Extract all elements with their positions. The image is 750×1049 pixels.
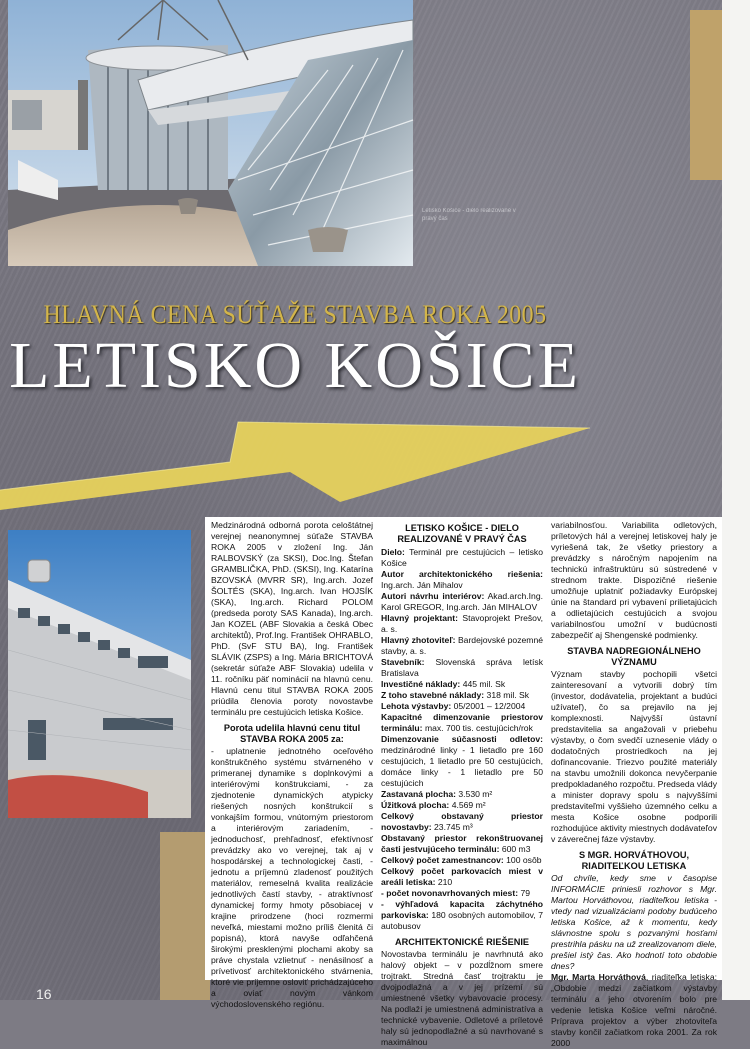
fact-item xyxy=(381,613,543,635)
decor-block-bottom xyxy=(160,832,210,1000)
architecture-paragraph: Novostavba terminálu je navrhnutá ako halový objekt – v pozdĺžnom smere trojtrakt. Stredná časť trojtraktu je dvojpodlažná a v jej prízemí sú umiestnené všetky vybavovacie procesy. Na podlaží je umiestnená administratíva a technické vybavenie. Odletové a príletové haly sú jednopodlažné a sú navrhované s maximálnou xyxy=(381,949,543,1047)
fact-label: Hlavný zhotoviteľ: xyxy=(381,635,456,645)
fact-item xyxy=(381,811,543,833)
fact-item xyxy=(381,789,543,800)
fact-value: 600 m3 xyxy=(501,844,531,854)
interview-answer xyxy=(551,972,717,1049)
fact-value: medzinárodné linky - 1 lietadlo pre 160 cestujúcich, 1 lietadlo pre 50 cestujúcich, domáce linky - 1 lietadlo pre 50 cestujúcich xyxy=(381,745,543,788)
fact-value: 79 xyxy=(520,888,531,898)
fact-item xyxy=(381,899,543,932)
fact-item xyxy=(381,679,543,690)
fact-value: max. 700 tis. cestujúcich/rok xyxy=(424,723,533,733)
fact-label: Dimenzovanie súčasnosti odletov: xyxy=(381,734,543,744)
section-heading: ARCHITEKTONICKÉ RIEŠENIE xyxy=(394,937,530,947)
fact-label: Celkový počet parkovacích miest v areáli letiska: xyxy=(381,866,543,887)
fact-label: Hlavný projektant: xyxy=(381,613,458,623)
fact-item xyxy=(381,866,543,888)
fact-value: Akad.arch.Ing. Karol GREGOR, Ing.arch. Ján MIHALOV xyxy=(381,591,543,612)
fact-value: Terminál pre cestujúcich – letisko Košice xyxy=(381,547,543,568)
article-text-box xyxy=(205,517,722,1048)
fact-item xyxy=(381,712,543,734)
fact-label: Kapacitné dimenzovanie priestorov terminálu: xyxy=(381,712,543,733)
fact-label: Stavebník: xyxy=(381,657,425,667)
fact-value: 210 xyxy=(437,877,453,887)
fact-value: 23.745 m³ xyxy=(434,822,473,832)
arrow-marking-icon xyxy=(0,400,600,520)
fact-value: 445 mil. Sk xyxy=(462,679,506,689)
section-heading: Porota udelila hlavnú cenu titul STAVBA ROKA 2005 za: xyxy=(223,723,361,744)
fact-label: Lehota výstavby: xyxy=(381,701,452,711)
answer-name: Mgr. Marta Horváthová xyxy=(551,972,646,982)
fact-item xyxy=(381,833,543,855)
fact-value: 318 mil. Sk xyxy=(486,690,530,700)
fact-label: - počet novonavrhovaných miest: xyxy=(381,888,519,898)
fact-label: Celkový počet zamestnancov: xyxy=(381,855,504,865)
fact-item xyxy=(381,800,543,811)
fact-value: 4.569 m² xyxy=(451,800,486,810)
significance-paragraph: Význam stavby pochopili všetci zainteresovaní a vytvorili dobrý tím (investor, dodávatelia, projektant a budúci užívateľ), čo sa prejavilo na jej komplexnosti. Najvyšší ústavní predstavitelia sa angažovali v priebehu výstavby, o čom svedčí uznesenie vlády o dodatočných prostriedkoch na jej dofinancovanie. Triezvo použité materiály na stavbu umožnili dokonca nevyčerpanie predpokladaného rozpočtu. Predseda vlády a minister dopravy spolu s najvyššími predstaviteľmi vyššieho územného celku a mesta Košice osobne podporili rozhodujúce aktivity miestnych dodávateľov v záverečnej fáze výstavby. xyxy=(551,669,717,844)
facts-list xyxy=(381,547,543,932)
article-subtitle: HLAVNÁ CENA SÚŤAŽE STAVBA ROKA 2005 xyxy=(43,300,547,329)
fact-item xyxy=(381,701,543,712)
page-margin xyxy=(722,0,750,1000)
text-column-1 xyxy=(211,520,373,1009)
award-reasons: - uplatnenie jednotného oceľového konštrukčného systému stvárneného v primeranej dynamike s doplnkovými a interiérovými konštrukciami, - za zjednotenie dynamických atypicky riešených nosných konštrukcií s vonkajším formou, vnútorným priestorom a interiérovým zariadením, - jednoduchosť, prehľadnosť, efektívnosť prevádzky ako vo verejnej, tak aj v hospodárskej a technologickej časti, - jednotu a príjemnú zladenosť použitých materiálov, remeselná kvalita realizácie jednotlivých častí stavby, - atraktívnosť dynamickej formy hmoty pôsobiacej v krajine prirodzene (hoci rozmermi neveľká, miestami možno príliš členitá či popisná), ktorá navyše odľahčená širokými presklenými plochami akoby sa práve chystala vzlietnuť - nenásilnosť a prívetivosť architektonického stvárnenia, ktoré vie príjemne osloviť prichádzajúceho a oviať novým vánkom východoslovenského regiónu. xyxy=(211,746,373,1009)
fact-value: 3.530 m² xyxy=(458,789,493,799)
fact-item xyxy=(381,734,543,789)
fact-label: Obstavaný priestor rekonštruovanej časti jestvujúceho terminálu: xyxy=(381,833,543,854)
fact-item xyxy=(381,888,543,899)
terminal-photo-bottom xyxy=(8,530,191,818)
fact-value: Bardejovské pozemné stavby, a. s. xyxy=(381,635,544,656)
article-title: LETISKO KOŠICE xyxy=(9,329,581,402)
fact-label: Autori návrhu interiérov: xyxy=(381,591,485,601)
fact-label: Celkový obstavaný priestor novostavby: xyxy=(381,811,543,832)
decor-block-top xyxy=(690,10,722,180)
fact-value: Ing.arch. Ján Mihalov xyxy=(381,580,463,590)
answer-text: , riaditeľka letiska: „Obdobie medzi začiatkom výstavby terminálu a jeho otvorením bolo pre vedenie letiska Košice veľmi náročné. Príprava projektov a výber zhotoviteľa stavby končil začiatkom roka 2001. Za rok 2000 xyxy=(551,972,717,1048)
fact-item xyxy=(381,569,543,591)
fact-value: 05/2001 – 12/2004 xyxy=(453,701,526,711)
fact-value: Slovenská správa letísk Bratislava xyxy=(381,657,544,678)
fact-item xyxy=(381,657,543,679)
fact-item xyxy=(381,591,543,613)
text-column-2 xyxy=(381,520,544,1047)
fact-label: Dielo: xyxy=(381,547,405,557)
photo-caption: Letisko Košice - dielo realizované v pravý čas xyxy=(422,208,516,222)
section-heading: S MGR. HORVÁTHOVOU, RIADITEĽKOU LETISKA xyxy=(578,850,690,871)
fact-value: 180 osobných automobilov, 7 autobusov xyxy=(381,910,544,931)
fact-label: Autor architektonického riešenia: xyxy=(381,569,543,579)
section-heading: STAVBA NADREGIONÁLNEHO VÝZNAMU xyxy=(567,646,701,667)
fact-label: Z toho stavebné náklady: xyxy=(381,690,485,700)
variability-paragraph: variabilnosťou. Variabilita odletových, príletových hál a verejnej letiskovej haly je vyriešená tak, že všetky priestory a prevádzky s náročným napojením na technickú infraštruktúru sú sústredené v strednom trakte. Dispozičné riešenie umožňuje uplatniť požiadavky Európskej únie na štandard pri vybavení prilietajúcich a odlietajúcich cestujúcich a svojou variabilnosťou umožní v budúcnosti zabezpečiť aj Shengenské podmienky. xyxy=(551,520,717,640)
fact-label: Investičné náklady: xyxy=(381,679,461,689)
fact-label: Zastavaná plocha: xyxy=(381,789,456,799)
intro-paragraph: Medzinárodná odborná porota celoštátnej verejnej neanonymnej súťaže STAVBA ROKA 2005 v zložení Ing. Ján RALBOVSKÝ (za SKSI), Doc.Ing. Štefan GRAMBLIČKA, PhD. (SKSI), Ing. Katarína BZOVSKÁ (MVRR SR), Ing.arch. Jozef ŠOLTÉS (SKA), Ing.arch. Ivan HOJSÍK (SKA), Ing.arch. Richard POLOM (predseda poroty SAS Kanada), Ing.arch. Jan KOZEL (ABF Slovakia a česká Obec architektů), Prof.Ing. František OHRABLO, PhD. (SvF STU BA), Ing. František SLÁVIK (ZSPS) a Ing. Mária BRICHTOVÁ (sekretár súťaže ABF Slovakia) udelila v 11. ročníku päť nominácií na hlavnú cenu. Hlavnú cenu titul STAVBA ROKA 2005 priúdila členovia poroty novostavbe terminálu pre cestujúcich letiska Košice. xyxy=(211,520,373,717)
text-column-3 xyxy=(551,520,717,1048)
page-number: 16 xyxy=(36,986,52,1002)
terminal-photo-top xyxy=(8,0,413,266)
fact-label: Úžitková plocha: xyxy=(381,800,450,810)
fact-value: 100 osôb xyxy=(506,855,542,865)
fact-item xyxy=(381,855,543,866)
interview-question: Od chvíle, kedy sme v časopise INFORMÁCIE priniesli rozhovor s Mgr. Martou Horváthovou, riaditeľkou letiska - vtedy nad vizualizáciami podoby budúceho letiska Košice, až k momentu, kedy slávnostne spolu s pozvanými hosťami prestrihla pásku na už zrealizovanom diele, prešiel istý čas. Ako hodnotí toto obdobie dnes? xyxy=(551,873,717,971)
fact-item xyxy=(381,547,543,569)
section-heading: LETISKO KOŠICE - DIELO REALIZOVANÉ V PRAVÝ ČAS xyxy=(397,523,527,544)
fact-item xyxy=(381,635,543,657)
fact-label: - výhľadová kapacita záchytného parkoviska: xyxy=(381,899,543,920)
fact-value: Stavoprojekt Prešov, a. s. xyxy=(381,613,544,634)
fact-item xyxy=(381,690,543,701)
